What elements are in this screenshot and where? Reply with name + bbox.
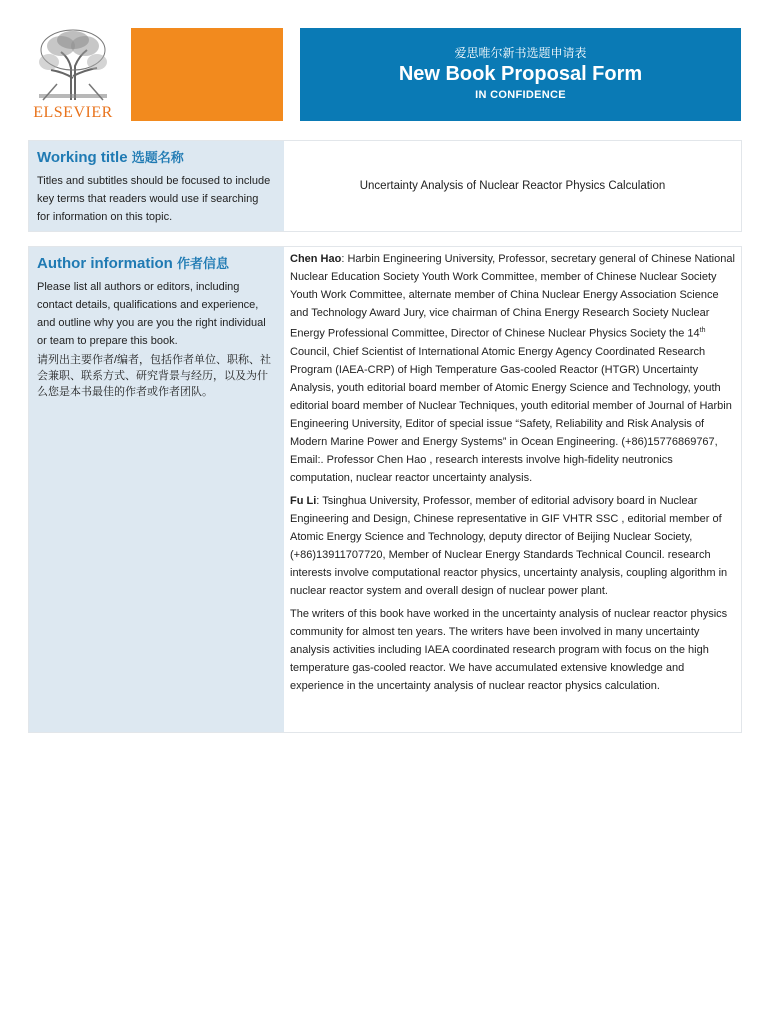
working-title-heading-cn: 选题名称 bbox=[131, 150, 184, 165]
author-information-section bbox=[28, 246, 742, 733]
author-info-value[interactable] bbox=[290, 247, 735, 732]
elsevier-logo bbox=[28, 28, 118, 121]
working-title-text: Uncertainty Analysis of Nuclear Reactor Physics Calculation bbox=[359, 180, 666, 192]
author-info-description: Please list all authors or editors, including contact details, qualifications and experience, and outline why you are you the right individual or team to prepare this book. bbox=[37, 281, 266, 347]
logo-wordmark: ELSEVIER bbox=[33, 104, 113, 121]
working-title-section bbox=[28, 140, 742, 232]
author-bio-part: : Harbin Engineering University, Professor, secretary general of Chinese National Nuclear Education Society Youth Work Committee, member of Chinese Nuclear Society Youth Work Committee, alternate member of China Nuclear Energy Association Science and Technology Award Jury, vice chairman of China Energy Research Society Nuclear Energy Professional Committee, Director of Chinese Nuclear Physics Society the 14 bbox=[290, 253, 735, 340]
title-chinese: 爱思唯尔新书选题申请表 bbox=[454, 46, 587, 60]
title-banner bbox=[300, 28, 741, 121]
author-paragraph bbox=[290, 492, 735, 600]
working-title-label-panel bbox=[29, 141, 284, 231]
team-summary: The writers of this book have worked in the uncertainty analysis of nuclear reactor physics community for almost ten years. The writers have been involved in many uncertainty analysis activities including IAEA coordinated research program with focus on the high temperature gas-cooled reactor. We have accumulated extensive knowledge and experience in the uncertainty analysis of nuclear reactor physics calculation. bbox=[290, 607, 728, 692]
author-info-heading-cn: 作者信息 bbox=[177, 256, 230, 271]
author-info-heading-en: Author information bbox=[37, 255, 173, 272]
author-bio-part: Council, Chief Scientist of International Atomic Energy Agency Coordinated Research Program (IAEA-CRP) of High Temperature Gas-cooled Reactor (HTGR) Uncertainty Analysis, youth editorial board member of Atomic Energy Science and Technology, youth editorial board member of Nuclear Techniques, youth editorial member of Journal of Harbin Engineering University, Editor of special issue “Safety, Reliability and Risk Analysis of Modern Marine Power and Energy Systems” in Ocean Engineering. (+86)15776869767, Email:. Professor Chen Hao , research interests involve high-fidelity neutronics computation, nuclear reactor uncertainty analysis. bbox=[290, 345, 732, 484]
tree-icon bbox=[33, 28, 113, 102]
orange-banner bbox=[131, 28, 283, 121]
author-name: Chen Hao bbox=[290, 253, 342, 265]
confidence-label: IN CONFIDENCE bbox=[475, 89, 566, 101]
page-title: New Book Proposal Form bbox=[398, 63, 643, 85]
author-info-heading bbox=[37, 253, 284, 272]
author-info-label-panel bbox=[29, 247, 284, 732]
author-name: Fu Li bbox=[290, 494, 317, 507]
working-title-heading-en: Working title bbox=[37, 149, 128, 166]
author-info-description-cn: 请列出主要作者/编者，包括作者单位、职称、社会兼职、联系方式、研究背景与经历，以及为什么您是本书最佳的作者或作者团队。 bbox=[37, 354, 272, 398]
working-title-heading bbox=[37, 147, 284, 166]
working-title-value[interactable] bbox=[290, 141, 735, 231]
author-bio: : Tsinghua University, Professor, member of editorial advisory board in Nuclear Engineering and Design, Chinese representative in GIF VHTR SSC , editorial member of Atomic Energy Science and Technology, deputy director of Beijing Nuclear Society, (+86)13911707720, Member of Nuclear Energy Standards Technical Council. research interests involve computational reactor physics, uncertainty analysis, coupling algorithm in nuclear reactor system and overall design of nuclear power plant. bbox=[290, 494, 728, 597]
ordinal-suffix: th bbox=[699, 327, 706, 334]
author-paragraph bbox=[290, 250, 735, 487]
form-header bbox=[28, 28, 741, 121]
working-title-description: Titles and subtitles should be focused to include key terms that readers would use if searching for information on this topic. bbox=[37, 175, 271, 223]
